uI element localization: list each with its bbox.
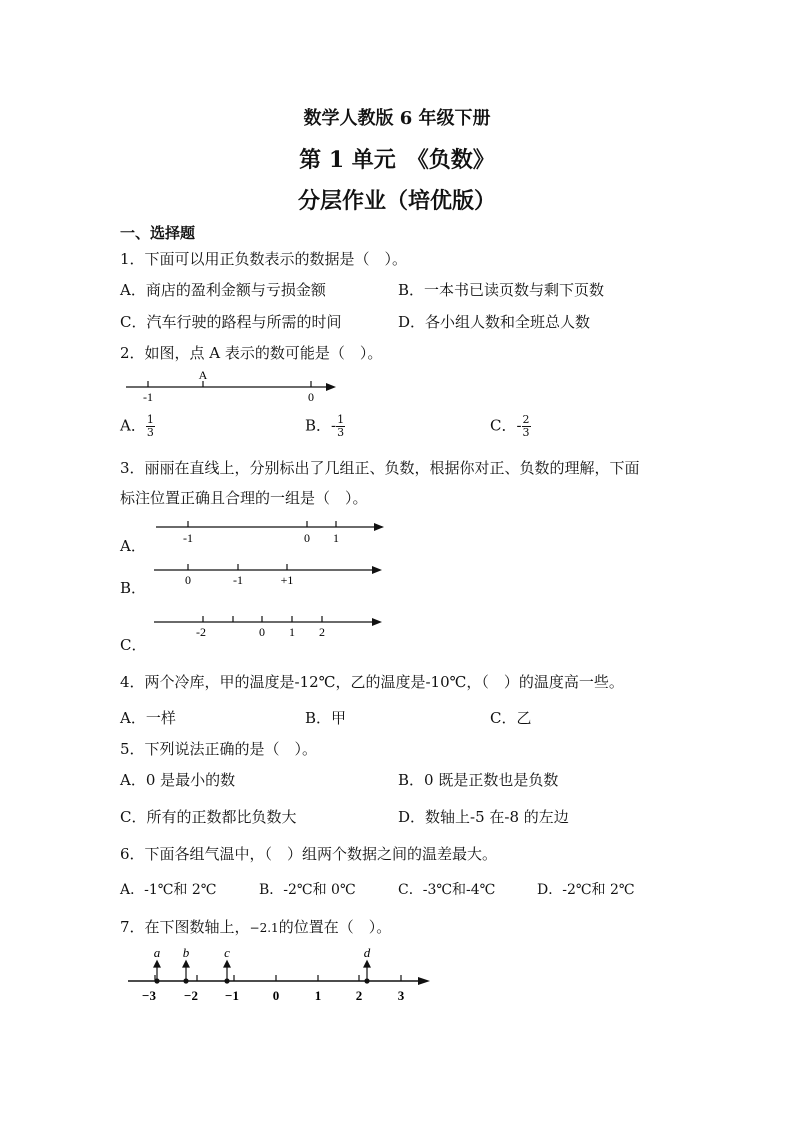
q2-tick-label: 0 <box>308 390 314 404</box>
q5-option-a: A．0 是最小的数 <box>120 771 236 789</box>
q3-a-tick-label: 1 <box>333 531 339 545</box>
document-subtitle: 分层作业（培优版） <box>297 188 496 214</box>
unit-title: 第 1 单元 《负数》 <box>299 147 495 173</box>
q5-option-d: D．数轴上-5 在-8 的左边 <box>398 808 569 826</box>
q7-point-label: b <box>182 945 190 960</box>
q7-number-line <box>122 942 442 1006</box>
q4-option-b: B．甲 <box>305 709 347 727</box>
q1-stem: 1．下面可以用正负数表示的数据是（ ）。 <box>120 250 408 268</box>
q6-option-b: B．-2℃和 0℃ <box>259 882 356 898</box>
q3-option-c: C． <box>120 636 147 654</box>
q6-option-a: A．-1℃和 2℃ <box>120 882 217 898</box>
q1-option-c: C．汽车行驶的路程与所需的时间 <box>120 313 342 331</box>
q7-tick-label: 2 <box>355 988 363 1003</box>
q3-stem-line1: 3．丽丽在直线上，分别标出了几组正、负数，根据你对正、负数的理解，下面 <box>120 459 640 477</box>
q2-stem: 2．如图，点 A 表示的数可能是（ ）。 <box>120 344 383 362</box>
q3-c-tick-label: -2 <box>196 625 206 639</box>
q7-tick-label: 3 <box>397 988 405 1003</box>
section-heading: 一、选择题 <box>120 224 196 242</box>
q6-option-c: C．-3℃和-4℃ <box>398 882 496 898</box>
q7-stem: 7．在下图数轴上，−2.1的位置在（ ）。 <box>120 918 392 936</box>
fraction: $\frac{1}{3}$ <box>146 413 154 439</box>
q7-tick-label: 0 <box>272 988 280 1003</box>
q3-c-tick-label: 0 <box>259 625 265 639</box>
fraction: $\frac{2}{3}$ <box>522 413 530 439</box>
q6-option-d: D．-2℃和 2℃ <box>537 882 635 898</box>
q4-stem: 4．两个冷库，甲的温度是-12℃，乙的温度是-10℃，（ ）的温度高一些。 <box>120 673 624 691</box>
q7-point-label: c <box>224 945 230 960</box>
q7-tick-label: −2 <box>184 988 198 1003</box>
fraction: $\frac{1}{3}$ <box>337 413 345 439</box>
q3-a-tick-label: -1 <box>183 531 193 545</box>
q2-number-line <box>118 366 348 406</box>
q4-option-a: A．一样 <box>120 709 176 727</box>
q1-option-a: A．商店的盈利金额与亏损金额 <box>120 281 326 299</box>
q3-line-c <box>148 610 388 644</box>
q2-tick-label: -1 <box>143 390 153 404</box>
q7-tick-label: −1 <box>225 988 239 1003</box>
q5-option-c: C．所有的正数都比负数大 <box>120 808 297 826</box>
q7-tick-label: 1 <box>314 988 322 1003</box>
q1-option-b: B．一本书已读页数与剩下页数 <box>398 281 605 299</box>
q3-stem-line2: 标注位置正确且合理的一组是（ ）。 <box>120 489 368 507</box>
q4-option-c: C．乙 <box>490 709 532 727</box>
q2-point-a-label: A <box>198 368 208 382</box>
q3-line-a <box>150 516 390 550</box>
q2-option-c: C．- $\frac{2}{3}$ <box>490 413 530 439</box>
q5-stem: 5．下列说法正确的是（ ）。 <box>120 740 318 758</box>
q3-c-tick-label: 1 <box>289 625 295 639</box>
q6-stem: 6．下面各组气温中，（ ）组两个数据之间的温差最大。 <box>120 845 498 863</box>
q7-point-label: d <box>363 945 371 960</box>
q3-option-a: A． <box>120 537 146 555</box>
q7-tick-label: −3 <box>142 988 156 1003</box>
q7-value: −2.1 <box>249 921 279 935</box>
q3-line-b <box>148 560 388 592</box>
q3-a-tick-label: 0 <box>304 531 310 545</box>
q3-option-b: B． <box>120 579 147 597</box>
q2-option-a: A． $\frac{1}{3}$ <box>120 413 154 439</box>
q5-option-b: B．0 既是正数也是负数 <box>398 771 559 789</box>
q1-option-d: D．各小组人数和全班总人数 <box>398 313 591 331</box>
document-title: 数学人教版 6 年级下册 <box>303 108 491 129</box>
q3-b-tick-label: 0 <box>185 573 191 587</box>
q3-b-tick-label: -1 <box>233 573 243 587</box>
q2-option-b: B．- $\frac{1}{3}$ <box>305 413 345 439</box>
q3-c-tick-label: 2 <box>319 625 325 639</box>
q7-point-label: a <box>153 945 161 960</box>
q3-b-tick-label: +1 <box>280 573 294 587</box>
